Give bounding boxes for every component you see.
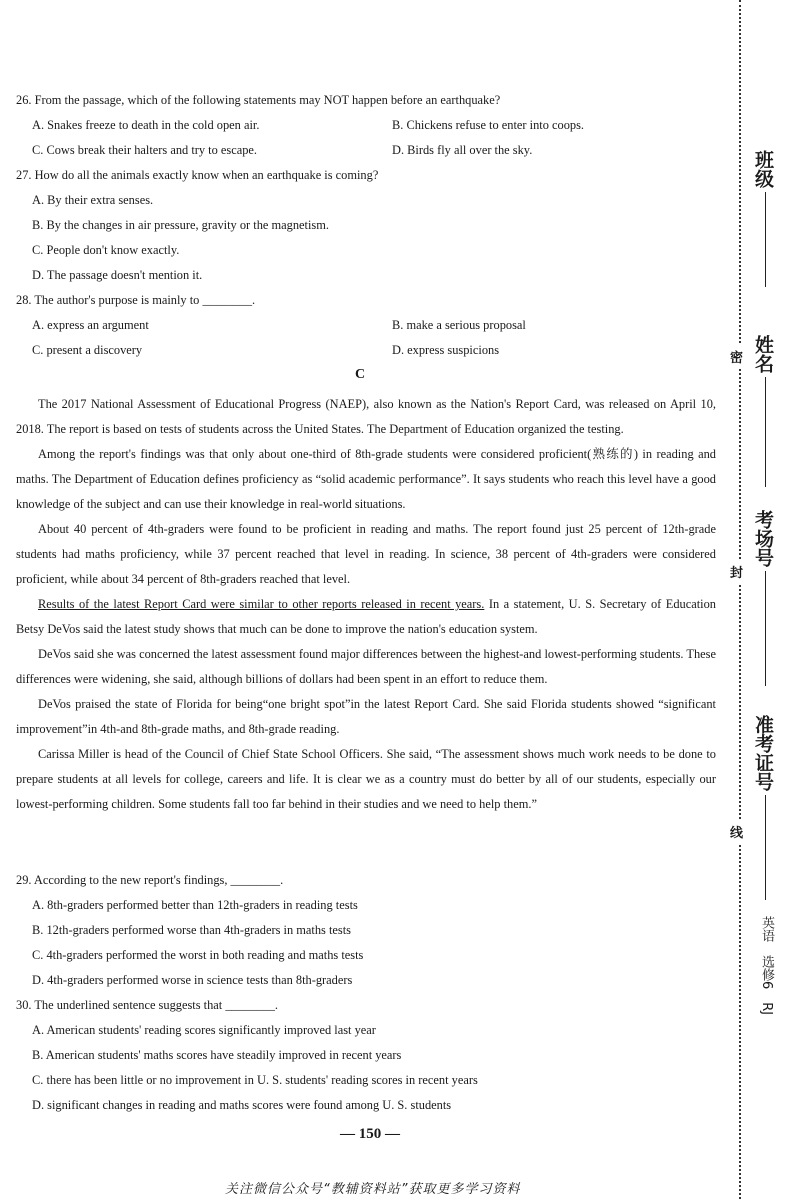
subject-label: 英语 选修6 RJ bbox=[759, 916, 774, 1016]
ticket-field bbox=[750, 715, 780, 900]
q28-option-b: B. make a serious proposal bbox=[392, 318, 526, 332]
q26-option-c: C. Cows break their halters and try to escape. bbox=[32, 143, 258, 157]
q29-option-a: A. 8th-graders performed better than 12th-graders in reading tests bbox=[32, 898, 358, 912]
seal-mark: 线 bbox=[730, 820, 743, 843]
q30-option-a: A. American students' reading scores significantly improved last year bbox=[32, 1023, 376, 1037]
q30-option-d: D. significant changes in reading and maths scores were found among U. S. students bbox=[32, 1098, 452, 1112]
passage-paragraph: Among the report's findings was that only about one-third of 8th-grade students were considered proficient(熟练的) in reading and maths. The Department of Education defines proficiency as “solid academic performance”. It says students who reach this level have a good knowledge of the subject and can use their knowledge in real-world situations. bbox=[16, 447, 716, 511]
ticket-label: 准考证号 bbox=[752, 715, 774, 791]
passage-paragraph: DeVos said she was concerned the latest assessment found major differences between the highest-and lowest-performing students. These differences were widening, she said, although billions of dollars had been spent in an effort to reduce them. bbox=[16, 647, 716, 686]
class-field bbox=[750, 150, 780, 287]
name-label: 姓名 bbox=[752, 335, 774, 373]
q30-option-c: C. there has been little or no improvement in U. S. students' reading scores in recent years bbox=[32, 1073, 478, 1087]
seal-mark: 密 bbox=[730, 345, 743, 368]
passage-paragraph: DeVos praised the state of Florida for being“one bright spot”in the latest Report Card. She said Florida students showed “significant improvement”in 4th-and 8th-grade maths, and 8th-grade reading. bbox=[16, 697, 716, 736]
q29-option-c: C. 4th-graders performed the worst in both reading and maths tests bbox=[32, 948, 364, 962]
q28-option-a: A. express an argument bbox=[32, 318, 149, 332]
q26-option-d: D. Birds fly all over the sky. bbox=[392, 143, 533, 157]
q30-option-b: B. American students' maths scores have steadily improved in recent years bbox=[32, 1048, 402, 1062]
q26-option-a: A. Snakes freeze to death in the cold open air. bbox=[32, 118, 260, 132]
room-field bbox=[750, 510, 780, 686]
q29-option-d: D. 4th-graders performed worse in science tests than 8th-graders bbox=[32, 973, 353, 987]
footer-note: 关注微信公众号“教辅资料站”获取更多学习资料 bbox=[225, 1182, 521, 1197]
name-field bbox=[750, 335, 780, 487]
q26-stem: 26. From the passage, which of the following statements may NOT happen before an earthquake? bbox=[16, 93, 501, 107]
q30-stem: 30. The underlined sentence suggests that ________. bbox=[16, 998, 278, 1012]
passage-text: In a statement, U. S. Secretary of Education Betsy DeVos said the latest study shows that much can be done to improve the nation's education system. bbox=[16, 597, 716, 636]
binding-line bbox=[739, 0, 741, 1199]
q29-stem: 29. According to the new report's findings, ________. bbox=[16, 873, 284, 887]
q27-option-d: D. The passage doesn't mention it. bbox=[32, 268, 203, 282]
q27-option-b: B. By the changes in air pressure, gravity or the magnetism. bbox=[32, 218, 329, 232]
page-number: — 150 — bbox=[340, 1126, 400, 1142]
q27-stem: 27. How do all the animals exactly know when an earthquake is coming? bbox=[16, 168, 379, 182]
q26-option-b: B. Chickens refuse to enter into coops. bbox=[392, 118, 585, 132]
seal-mark: 封 bbox=[730, 560, 743, 583]
section-heading: C bbox=[355, 367, 366, 382]
passage-paragraph: About 40 percent of 4th-graders were found to be proficient in reading and maths. The report found just 25 percent of 12th-grade students had maths proficiency, while 37 percent reached that level in reading. In science, 38 percent of 4th-graders were considered proficient, while about 34 percent of 8th-graders reached that level. bbox=[16, 522, 716, 586]
q28-option-c: C. present a discovery bbox=[32, 343, 143, 357]
class-blank bbox=[765, 192, 766, 287]
room-label: 考场号 bbox=[752, 510, 774, 567]
room-blank bbox=[765, 571, 766, 686]
passage-paragraph: Carissa Miller is head of the Council of Chief State School Officers. She said, “The assessment shows much work needs to be done to prepare students at all levels for college, careers and life. It is clear we as a country must do better by all of our students, especially our lowest-performing children. Some students fall too far behind in their studies and we need to help them.” bbox=[16, 747, 716, 811]
underlined-sentence: Results of the latest Report Card were similar to other reports released in recent years. bbox=[38, 597, 485, 611]
passage-paragraph bbox=[16, 592, 716, 642]
class-label: 班级 bbox=[752, 150, 774, 188]
ticket-blank bbox=[765, 795, 766, 900]
passage-paragraph: The 2017 National Assessment of Educational Progress (NAEP), also known as the Nation's Report Card, was released on April 10, 2018. The report is based on tests of students across the United States. The Department of Education organized the testing. bbox=[16, 397, 716, 436]
q28-stem: 28. The author's purpose is mainly to ________. bbox=[16, 293, 256, 307]
q28-option-d: D. express suspicions bbox=[392, 343, 500, 357]
passage bbox=[16, 392, 716, 817]
q29-option-b: B. 12th-graders performed worse than 4th-graders in maths tests bbox=[32, 923, 351, 937]
q27-option-a: A. By their extra senses. bbox=[32, 193, 154, 207]
q27-option-c: C. People don't know exactly. bbox=[32, 243, 180, 257]
name-blank bbox=[765, 377, 766, 487]
